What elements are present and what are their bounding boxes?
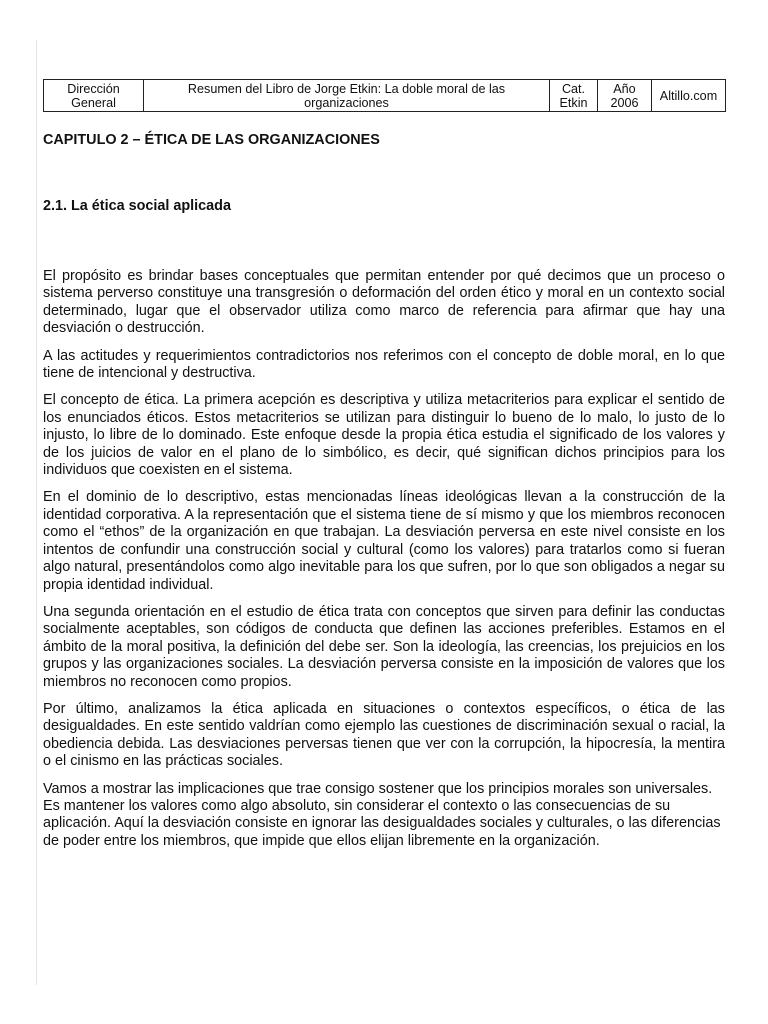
- paragraph: A las actitudes y requerimientos contradictorios nos referimos con el concepto de doble moral, en lo que tiene de intencional y destructiva.: [43, 347, 725, 382]
- paragraph-list: [43, 268, 725, 850]
- document-body: [43, 124, 725, 860]
- header-site: Altillo.com: [652, 80, 726, 112]
- chapter-title: CAPITULO 2 – ÉTICA DE LAS ORGANIZACIONES: [43, 132, 380, 148]
- document-header-table: [43, 79, 726, 112]
- page-edge: [36, 40, 37, 985]
- header-year: Año 2006: [598, 80, 652, 112]
- paragraph: En el dominio de lo descriptivo, estas mencionadas líneas ideológicas llevan a la construcción de la identidad corporativa. A la representación que el sistema tiene de sí mismo y que los miembros reconocen como el “ethos” de la organización en que trabajan. La desviación perversa en este nivel consiste en los intentos de confundir una construcción social y cultural (como los valores) para tratarlos como si fueran algo natural, presentándolos como algo inevitable para los que sufren, por lo que son obligados a negar su propia identidad individual.: [43, 489, 725, 593]
- paragraph: Vamos a mostrar las implicaciones que trae consigo sostener que los principios morales son universales. Es mantener los valores como algo absoluto, sin considerar el contexto o las consecuencias de su aplicación. Aquí la desviación consiste en ignorar las desigualdades sociales y culturales, o las diferencias de poder entre los miembros, que impide que ellos elijan libremente en la organización.: [43, 780, 721, 849]
- paragraph: El propósito es brindar bases conceptuales que permitan entender por qué decimos que un proceso o sistema perverso constituye una transgresión o deformación del orden ético y moral en un contexto social determinado, lugar que el observador utiliza como marco de referencia para afirmar que hay una desviación o destrucción.: [43, 268, 725, 337]
- paragraph: Por último, analizamos la ética aplicada en situaciones o contextos específicos, o ética de las desigualdades. En este sentido valdrían como ejemplo las cuestiones de discriminación sexual o racial, la obediencia debida. Las desviaciones perversas tienen que ver con la corrupción, la hipocresía, la mentira o el cinismo en las prácticas sociales.: [43, 700, 725, 770]
- section-title: 2.1. La ética social aplicada: [43, 198, 231, 214]
- header-row: [44, 80, 726, 112]
- paragraph: El concepto de ética. La primera acepción es descriptiva y utiliza metacriterios para explicar el sentido de los enunciados éticos. Estos metacriterios se utilizan para distinguir lo bueno de lo malo, lo justo de lo injusto, lo libre de lo dominado. Este enfoque desde la propia ética estudia el significado de los valores y de los juicios de valor en el plano de lo simbólico, es decir, qué significan dichos principios para los individuos que coexisten en el sistema.: [43, 392, 725, 479]
- header-category: Cat. Etkin: [550, 80, 598, 112]
- header-document-title: Resumen del Libro de Jorge Etkin: La doble moral de las organizaciones: [144, 80, 550, 112]
- header-department: Dirección General: [44, 80, 144, 112]
- paragraph: Una segunda orientación en el estudio de ética trata con conceptos que sirven para definir las conductas socialmente aceptables, son códigos de conducta que definen las acciones preferibles. Estamos en el ámbito de la moral positiva, la definición del debe ser. Son la ideología, las creencias, los prejuicios en los grupos y las organizaciones sociales. La desviación perversa consiste en la imposición de valores que los miembros no reconocen como propios.: [43, 603, 725, 690]
